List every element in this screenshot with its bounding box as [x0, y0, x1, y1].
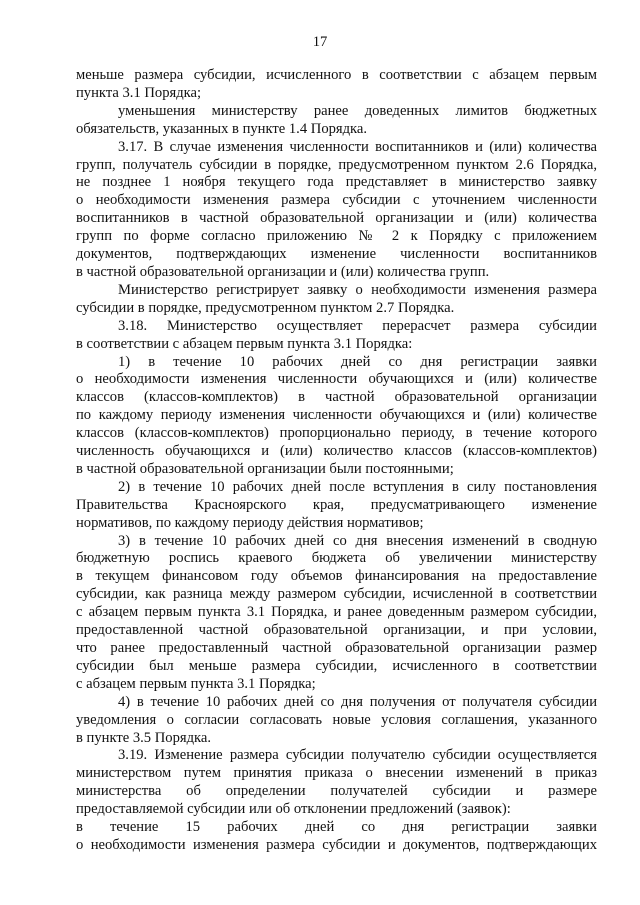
- text-line: министерством путем принятия приказа о внесении изменений в приказ: [76, 765, 597, 782]
- text-line: о необходимости изменения размера субсидии и документов, подтверждающих: [76, 836, 597, 853]
- page-number: 17: [312, 34, 328, 50]
- text-line: уведомления о согласии согласовать новые условия соглашения, указанного: [76, 711, 597, 728]
- text-line: предоставленной частной образовательной организации, и при условии,: [76, 622, 597, 639]
- text-line: в течение 15 рабочих дней со дня регистрации заявки: [76, 819, 597, 836]
- text-line: 3.18. Министерство осуществляет перерасчет размера субсидии: [118, 317, 597, 334]
- text-line: с абзацем первым пункта 3.1 Порядка, и ранее доведенным размером субсидии,: [76, 604, 597, 621]
- text-line: что ранее предоставленный частной образовательной организации размер: [76, 640, 597, 656]
- document-body: [76, 67, 597, 855]
- text-line: Правительства Красноярского края, предусматривающего изменение: [76, 496, 597, 513]
- text-line: по каждому периоду изменения численности обучающихся и (или) количестве: [76, 407, 597, 424]
- text-line: классов (классов-комплектов) в частной образовательной организации: [76, 389, 597, 406]
- text-line: в частной образовательной организации и (или) количества групп.: [76, 263, 490, 280]
- text-line: в соответствии с абзацем первым пункта 3.1 Порядка:: [76, 335, 413, 352]
- text-line: 1) в течение 10 рабочих дней со дня регистрации заявки: [118, 353, 597, 370]
- text-line: о необходимости изменения численности обучающихся и (или) количестве: [76, 371, 597, 388]
- text-line: классов (классов-комплектов) пропорционально периоду, в течение которого: [76, 425, 597, 442]
- text-line: меньше размера субсидии, исчисленного в соответствии с абзацем первым: [76, 67, 597, 83]
- text-line: групп, получатель субсидии в порядке, предусмотренном пунктом 2.6 Порядка,: [76, 156, 597, 173]
- text-line: 2) в течение 10 рабочих дней после вступления в силу постановления: [118, 478, 597, 495]
- text-line: групп по форме согласно приложению № 2 к Порядку с приложением: [76, 228, 597, 245]
- text-line: нормативов, по каждому периоду действия нормативов;: [76, 514, 424, 531]
- text-line: в текущем финансовом году объемов финансирования на предоставление: [76, 568, 597, 585]
- text-line: бюджетную роспись краевого бюджета об увеличении министерству: [76, 550, 597, 567]
- text-line: уменьшения министерству ранее доведенных лимитов бюджетных: [118, 102, 597, 119]
- text-line: 4) в течение 10 рабочих дней со дня получения от получателя субсидии: [118, 693, 597, 710]
- text-line: Министерство регистрирует заявку о необходимости изменения размера: [118, 281, 597, 298]
- text-line: 3.19. Изменение размера субсидии получателю субсидии осуществляется: [118, 747, 597, 764]
- text-line: 3.17. В случае изменения численности воспитанников и (или) количества: [118, 138, 597, 155]
- text-line: обязательств, указанных в пункте 1.4 Порядка.: [76, 120, 368, 137]
- text-line: в пункте 3.5 Порядка.: [76, 729, 212, 746]
- text-line: 3) в течение 10 рабочих дней со дня внесения изменений в сводную: [118, 532, 597, 549]
- text-line: субсидии, как разница между размером субсидии, исчисленной в соответствии: [76, 586, 597, 603]
- text-line: в частной образовательной организации были постоянными;: [76, 460, 454, 477]
- text-line: пункта 3.1 Порядка;: [76, 84, 202, 101]
- text-line: не позднее 1 ноября текущего года представляет в министерство заявку: [76, 174, 597, 191]
- text-line: документов, подтверждающих изменение численности воспитанников: [76, 246, 597, 263]
- text-line: предоставляемой субсидии или об отклонении предложений (заявок):: [76, 801, 511, 818]
- text-line: субсидии в порядке, предусмотренном пунктом 2.7 Порядка.: [76, 299, 455, 316]
- text-line: с абзацем первым пункта 3.1 Порядка;: [76, 675, 316, 692]
- text-line: воспитанников в частной образовательной организации и (или) количества: [76, 210, 597, 227]
- text-line: численность обучающихся и (или) количество классов (классов-комплектов): [76, 443, 597, 460]
- text-line: субсидии был меньше размера субсидии, исчисленного в соответствии: [76, 657, 597, 674]
- text-line: о необходимости изменения размера субсидии с уточнением численности: [76, 192, 597, 209]
- text-line: министерства об определении получателей субсидии и размере: [76, 783, 597, 800]
